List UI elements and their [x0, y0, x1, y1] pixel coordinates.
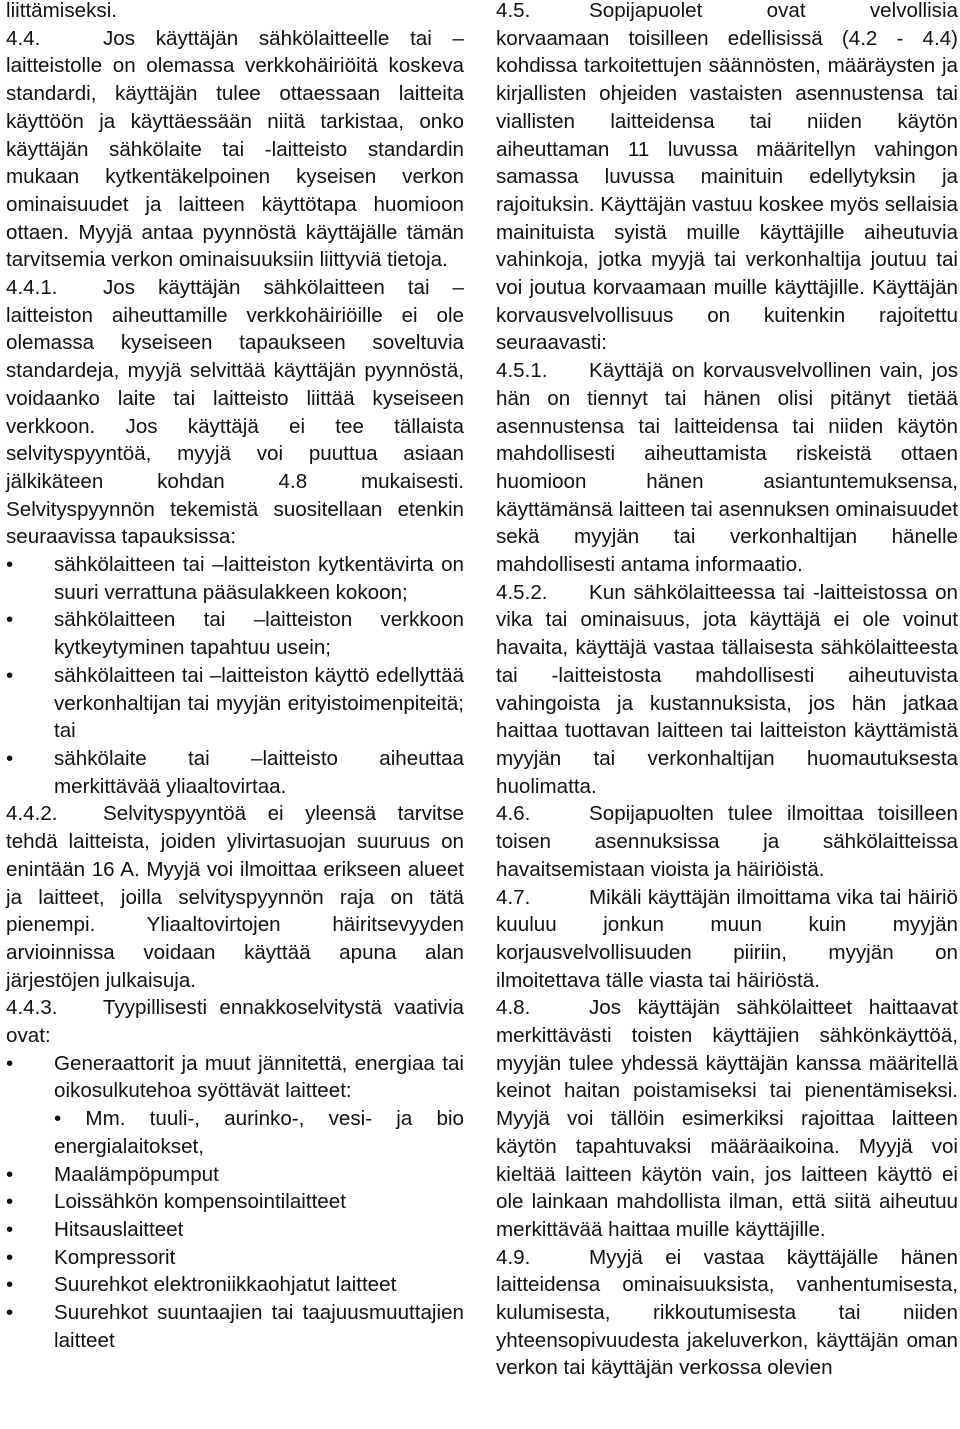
section-number: 4.9.: [496, 1245, 531, 1269]
section-text: Käyttäjä on korvausvelvollinen vain, jos hän on tiennyt tai hänen olisi pitänyt tietää asennustensa tai laitteidensa tai niiden käytön mahdollisesti aiheuttamista riskeistä ottaen huomioon hänen asiantuntemuksensa, käyttämänsä laitteen tai asennuksen ominaisuudet sekä myyjän tai verkonhaltijan hänelle mahdollisesti antama informaatio.: [496, 359, 958, 577]
section-text: Sopijapuolten tulee ilmoittaa toisilleen toisen asennuksissa ja sähkölaitteissa havaitsemistaan vioista ja häiriöistä.: [496, 802, 958, 881]
paragraph-intro: liittämiseksi.: [6, 0, 117, 22]
section-4-5-1: [496, 357, 958, 579]
list-item: • sähkölaitteen tai –laitteiston käyttö edellyttää verkonhaltijan tai myyjän erityistoimenpiteitä; tai: [6, 662, 464, 745]
section-4-4-3: [6, 994, 464, 1049]
section-text: Jos käyttäjän sähkölaitteet haittaavat merkittävästi toisten käyttäjien sähkönkäyttöä, myyjän tulee yhdessä käyttäjän kanssa määritellä keinot haitan poistamiseksi tai pienentämiseksi. Myyjä voi tällöin esimerkiksi rajoittaa laitteen käytön tapahtuvaksi määräaikoina. Myyjä voi kieltää laitteen käytön vain, jos laitteen käyttö ei ole lainkaan mahdollista ilman, että siitä aiheutuu merkittävää haittaa muille käyttäjille.: [496, 996, 958, 1241]
section-4-5: [496, 0, 958, 357]
section-number: 4.5.1.: [496, 359, 548, 383]
bullet-list: [6, 551, 464, 800]
section-4-4-2: [6, 800, 464, 994]
list-item: • Kompressorit: [6, 1244, 464, 1272]
section-text: Mikäli käyttäjän ilmoittama vika tai häiriö kuuluu jonkun muun kuin myyjän korjausvelvollisuuden piiriin, myyjän on ilmoitettava tälle viasta tai häiriöstä.: [496, 885, 958, 992]
section-text: Myyjä ei vastaa käyttäjälle hänen laitteidensa ominaisuuksista, vanhentumisesta, kulumisesta, rikkoutumisesta tai niiden yhteensopivuudesta jakeluverkon, käyttäjän oman verkon tai käyttäjän verkossa olevien: [496, 1245, 958, 1380]
section-number: 4.8.: [496, 996, 531, 1020]
section-text: Kun sähkölaitteessa tai -laitteistossa on vika tai ominaisuus, jota käyttäjä ei ole voinut havaita, käyttäjä vastaa tällaisesta sähkölaitteesta tai -laitteistosta mahdollisesti aiheutuvista vahingoista ja kustannuksista, jos hän jatkaa haittaa tuottavan laitteen tai laitteiston käyttämistä myyjän tai verkonhaltijan huomautuksesta huolimatta.: [496, 580, 958, 798]
right-column: [496, 0, 958, 1382]
section-4-6: [496, 800, 958, 883]
section-4-4: [6, 25, 464, 274]
sub-list-item: • Mm. tuuli-, aurinko-, vesi- ja bio energialaitokset,: [54, 1107, 464, 1158]
section-text: Tyypillisesti ennakkoselvitystä vaativia ovat:: [6, 996, 464, 1048]
section-number: 4.4.: [6, 26, 41, 50]
list-item: • sähkölaitteen tai –laitteiston kytkentävirta on suuri verrattuna pääsulakkeen kokoon;: [6, 551, 464, 606]
list-item: • Loissähkön kompensointilaitteet: [6, 1188, 464, 1216]
list-item: • sähkölaitteen tai –laitteiston verkkoon kytkeytyminen tapahtuu usein;: [6, 606, 464, 661]
section-number: 4.4.2.: [6, 802, 58, 826]
list-item: • Suurehkot suuntaajien tai taajuusmuuttajien laitteet: [6, 1299, 464, 1354]
section-text: Jos käyttäjän sähkölaitteelle tai –laitteistolle on olemassa verkkohäiriöitä koskeva standardi, käyttäjän tulee ottaessaan laitteita käyttöön ja käyttäessään niitä tarkistaa, onko käyttäjän sähkölaite tai -laitteisto standardin mukaan kytkentäkelpoinen kyseisen verkon ominaisuudet ja laitteen käyttötapa huomioon ottaen. Myyjä antaa pyynnöstä käyttäjälle tämän tarvitsemia verkon ominaisuuksiin liittyviä tietoja.: [6, 26, 464, 272]
section-number: 4.7.: [496, 885, 531, 909]
section-4-7: [496, 884, 958, 995]
list-item: • Suurehkot elektroniikkaohjatut laitteet: [6, 1271, 464, 1299]
left-column: [6, 0, 464, 1354]
section-number: 4.6.: [496, 802, 531, 826]
section-number: 4.5.: [496, 0, 531, 22]
bullet-list: [6, 1050, 464, 1355]
section-text: Jos käyttäjän sähkölaitteen tai –laitteiston aiheuttamille verkkohäiriöille ei ole olemassa kyseiseen tapaukseen soveltuvia standardeja, myyjä selvittää käyttäjän pyynnöstä, voidaanko laite tai laitteisto liittää kyseiseen verkkoon. Jos käyttäjä ei tee tällaista selvityspyyntöä, myyjä voi puuttua asiaan jälkikäteen kohdan 4.8 mukaisesti. Selvityspyynnön tekemistä suositellaan etenkin seuraavissa tapauksissa:: [6, 276, 464, 549]
section-text: Selvityspyyntöä ei yleensä tarvitse tehdä laitteista, joiden ylivirtasuojan suuruus on enintään 16 A. Myyjä voi ilmoittaa erikseen alueet ja laitteet, joilla selvityspyynnön raja on tätä pienempi. Yliaaltovirtojen häiritsevyyden arvioinnissa voidaan käyttää apuna alan järjestöjen julkaisuja.: [6, 802, 464, 992]
list-item-text: Generaattorit ja muut jännitettä, energiaa tai oikosulkutehoa syöttävät laitteet:: [54, 1051, 464, 1103]
list-item: • Hitsauslaitteet: [6, 1216, 464, 1244]
section-4-8: [496, 994, 958, 1243]
list-item: • Maalämpöpumput: [6, 1161, 464, 1189]
section-number: 4.4.1.: [6, 276, 58, 300]
section-number: 4.5.2.: [496, 580, 548, 604]
list-item: [6, 1050, 464, 1161]
section-4-4-1: [6, 274, 464, 551]
section-number: 4.4.3.: [6, 996, 58, 1020]
section-text: Sopijapuolet ovat velvollisia korvaamaan toisilleen edellisissä (4.2 - 4.4) kohdissa tarkoitettujen säännösten, määräysten ja kirjallisten ohjeiden vastaisten asennustensa tai viallisten laitteidensa tai niiden käytön aiheuttaman 11 luvussa määritellyn vahingon samassa luvussa mainituin edellytyksin ja rajoituksin. Käyttäjän vastuu koskee myös sellaisia mainituista syistä muille käyttäjille aiheutuvia vahinkoja, jotka myyjä tai verkonhaltija joutuu tai voi joutua korvaamaan muille käyttäjille. Käyttäjän korvausvelvollisuus on kuitenkin rajoitettu seuraavasti:: [496, 0, 958, 355]
section-4-9: [496, 1244, 958, 1383]
list-item: • sähkölaite tai –laitteisto aiheuttaa merkittävää yliaaltovirtaa.: [6, 745, 464, 800]
section-4-5-2: [496, 579, 958, 801]
